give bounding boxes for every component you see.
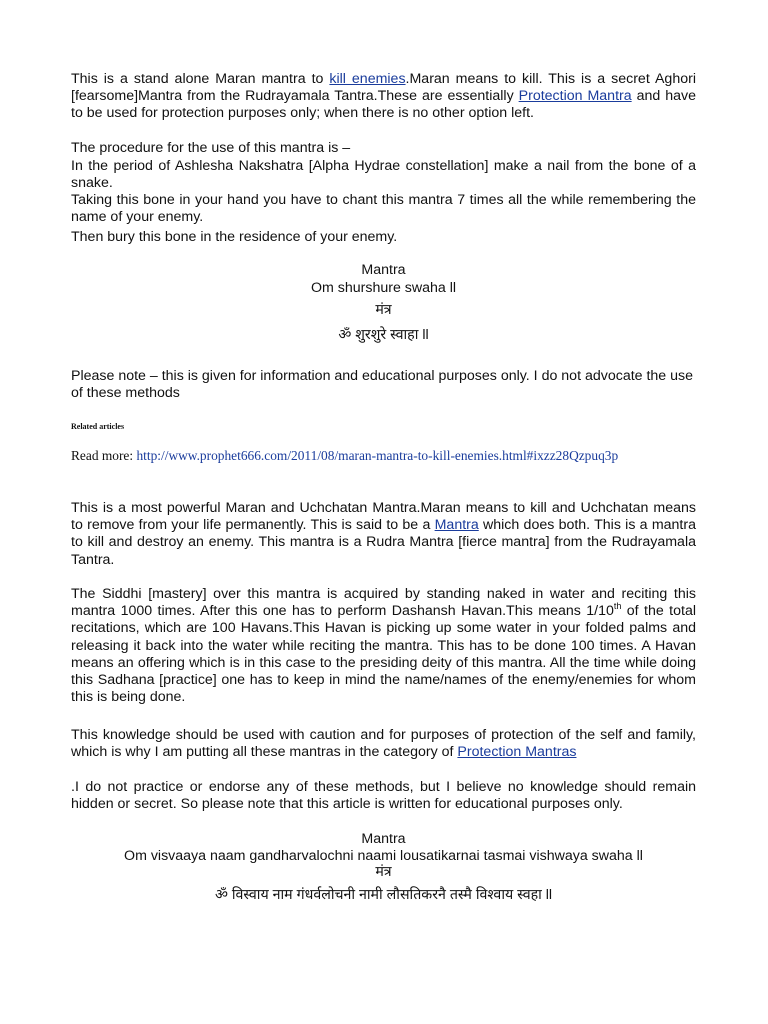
- kill-enemies-link[interactable]: kill enemies: [329, 71, 406, 87]
- siddhi-text-end: of the total recitations, which are 100 Havans.This Havan is picking up some water in your folded palms and releasing it back into the water while reciting the mantra. This has to be done 100 times. A Havan means an offering which is in this case to the presiding deity of this mantra. All the time while doing this Sadhana [practice] one has to keep in mind the name/names of the enemy/enemies for whom this is being done.: [71, 603, 696, 706]
- read-more-line: [71, 447, 696, 464]
- intro-paragraph: [71, 71, 696, 123]
- read-more-label: Read more:: [71, 448, 137, 463]
- caution-paragraph: [71, 727, 696, 761]
- uchchatan-paragraph: [71, 500, 696, 569]
- procedure-step-3: Then bury this bone in the residence of your enemy.: [71, 229, 398, 245]
- caution-text: This knowledge should be used with caution and for purposes of protection of the self and family, which is why I am putting all these mantras in the category of: [71, 727, 696, 761]
- uchchatan-text: This is a most powerful Maran and Uchchatan Mantra.Maran means to kill and Uchchatan means to remove from your life permanently. This is said to be a: [71, 500, 696, 534]
- uchchatan-text-end: which does both. This is a mantra to kill and destroy an enemy. This mantra is a Rudra Mantra [fierce mantra] from the Rudrayamala Tantra.: [71, 517, 696, 568]
- siddhi-text: The Siddhi [mastery] over this mantra is acquired by standing naked in water and reciting this mantra 1000 times. After this one has to perform Dashansh Havan.This means 1/10: [71, 586, 696, 620]
- endorse-disclaimer: .I do not practice or endorse any of these methods, but I believe no knowledge should remain hidden or secret. So please note that this article is written for educational purposes only.: [71, 779, 696, 813]
- superscript-th: th: [613, 601, 622, 612]
- mantra2-heading-hindi: मंत्र: [375, 864, 392, 880]
- mantra-devanagari: ॐ शुरशुरे स्वाहा ll: [338, 327, 429, 343]
- intro-text-end: and have to be used for protection purposes only; when there is no other option left.: [71, 88, 696, 122]
- mantra-heading: Mantra: [361, 262, 406, 278]
- mantra-heading-hindi: मंत्र: [375, 302, 392, 318]
- mantra2-heading: Mantra: [361, 831, 406, 847]
- intro-text-cont: .Maran means to kill. This is a secret Aghori [fearsome]Mantra from the Rudrayamala Tantra.These are essentially: [71, 71, 696, 105]
- procedure-intro: The procedure for the use of this mantra is –: [71, 140, 351, 156]
- intro-text: This is a stand alone Maran mantra to: [71, 71, 330, 87]
- mantra-latin: Om shurshure swaha ll: [310, 280, 457, 296]
- mantra2-devanagari: ॐ विस्वाय नाम गंधर्वलोचनी नामी लौसतिकरनै तस्मै विश्वाय स्वहा ll: [214, 887, 553, 903]
- related-articles-heading: Related articles: [71, 422, 125, 431]
- read-more-url-link[interactable]: http://www.prophet666.com/2011/08/maran-mantra-to-kill-enemies.html#ixzz28Qzpuq3p: [136, 448, 619, 463]
- protection-mantra-link[interactable]: Protection Mantra: [518, 88, 632, 105]
- mantra2-latin: Om visvaaya naam gandharvalochni naami lousatikarnai tasmai vishwaya swaha ll: [124, 848, 643, 864]
- protection-mantras-link[interactable]: Protection Mantras: [457, 744, 577, 761]
- mantra-link[interactable]: Mantra: [434, 517, 479, 534]
- siddhi-paragraph: [71, 586, 696, 706]
- disclaimer-note: Please note – this is given for information and educational purposes only. I do not advocate the use of these methods: [71, 368, 694, 402]
- procedure-step-1: In the period of Ashlesha Nakshatra [Alpha Hydrae constellation] make a nail from the bone of a snake.: [71, 158, 696, 192]
- procedure-step-2: Taking this bone in your hand you have to chant this mantra 7 times all the while remembering the name of your enemy.: [71, 192, 696, 226]
